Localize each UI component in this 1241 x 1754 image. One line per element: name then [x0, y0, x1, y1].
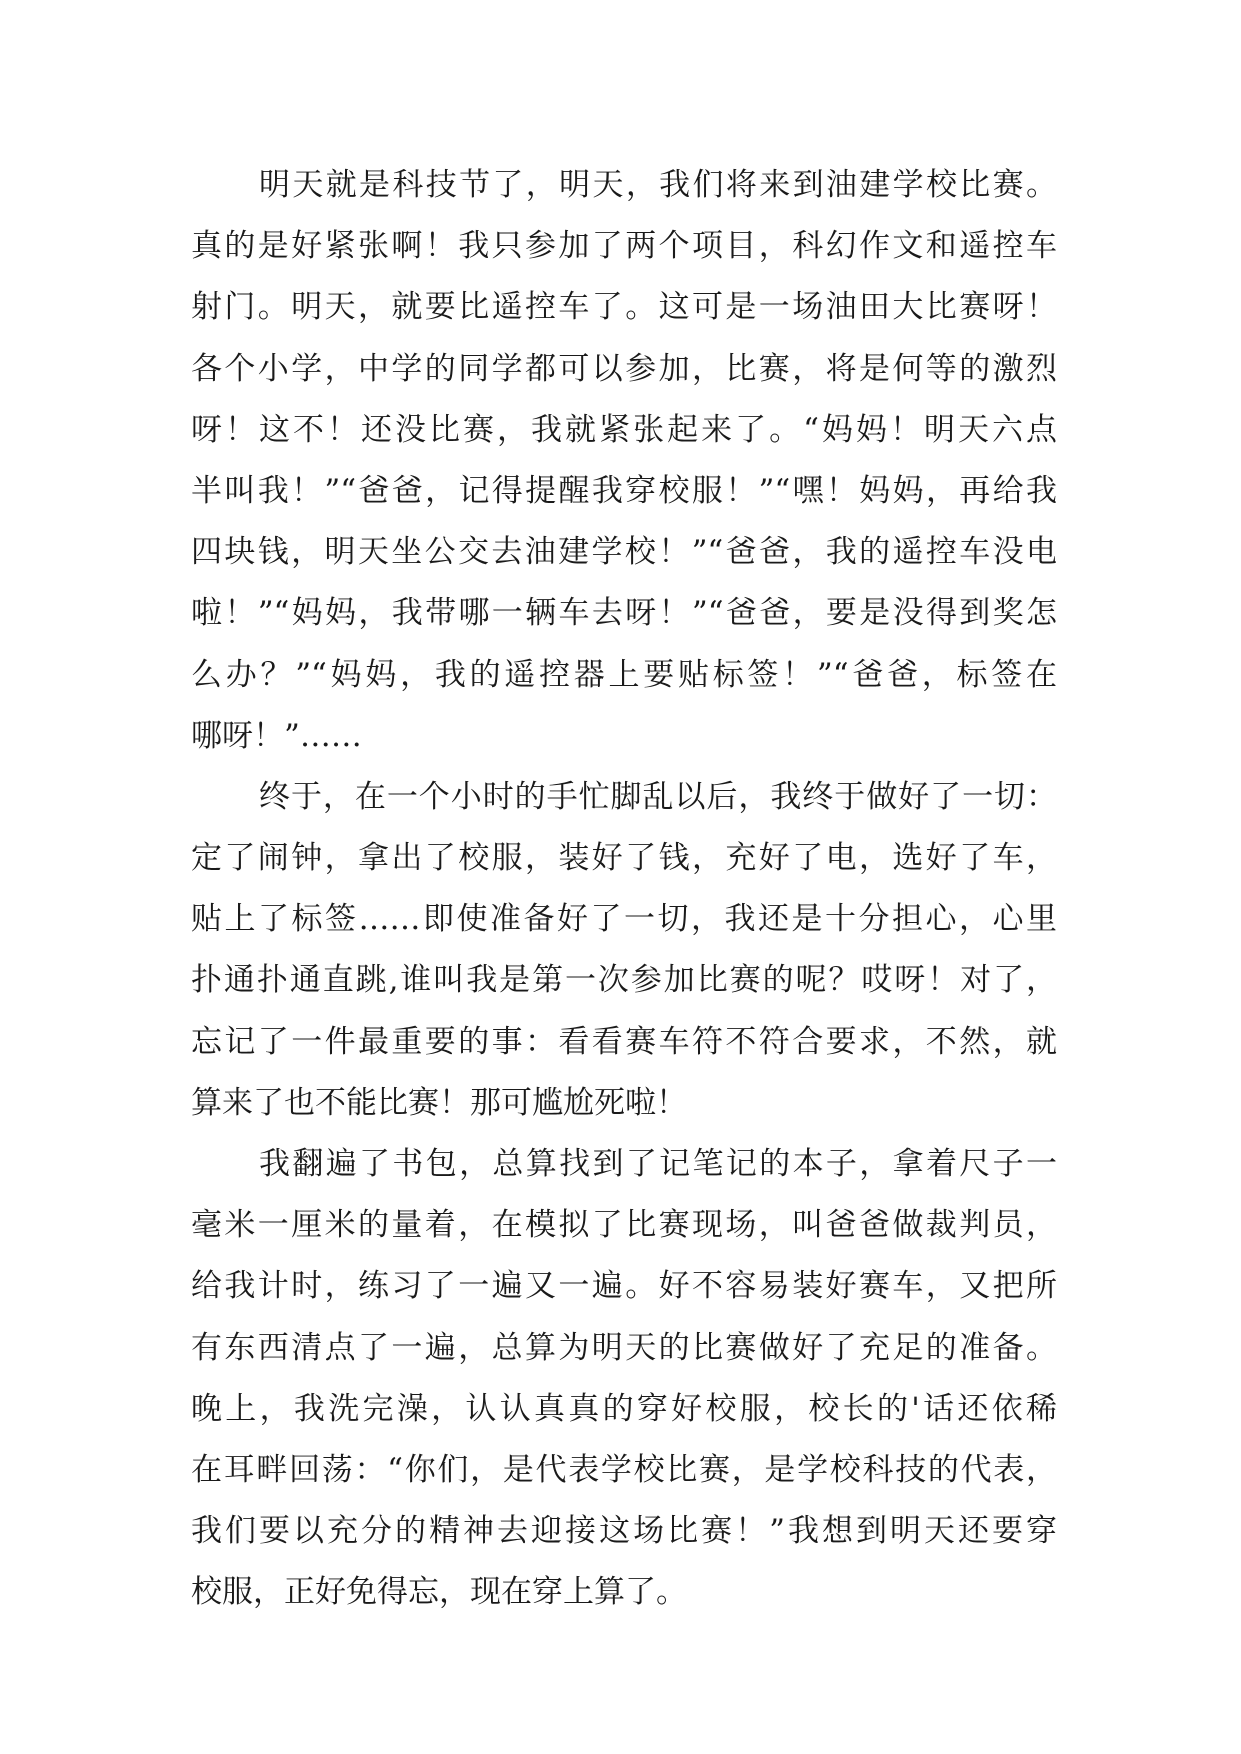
- text-line: 啦！”“妈妈，我带哪一辆车去呀！”“爸爸，要是没得到奖怎: [191, 595, 1057, 632]
- document-body: [191, 155, 1057, 1624]
- paragraph-1: [191, 155, 1057, 767]
- text-line: 我翻遍了书包，总算找到了记笔记的本子，拿着尺子一: [259, 1146, 1057, 1182]
- text-line: 真的是好紧张啊！我只参加了两个项目，科幻作文和遥控车: [191, 228, 1057, 265]
- text-line: 我们要以充分的精神去迎接这场比赛！”我想到明天还要穿: [191, 1513, 1057, 1550]
- text-line: 各个小学，中学的同学都可以参加，比赛，将是何等的激烈: [191, 350, 1057, 387]
- text-line: 校服，正好免得忘，现在穿上算了。: [191, 1574, 687, 1611]
- text-line: 四块钱，明天坐公交去油建学校！”“爸爸，我的遥控车没电: [191, 534, 1057, 571]
- text-line: 明天就是科技节了，明天，我们将来到油建学校比赛。: [259, 167, 1057, 203]
- text-line: 算来了也不能比赛！那可尴尬死啦！: [191, 1084, 687, 1121]
- text-line: 半叫我！”“爸爸，记得提醒我穿校服！”“嘿！妈妈，再给我: [191, 472, 1057, 509]
- text-line: 哪呀！”……: [191, 717, 362, 754]
- text-line: 扑通扑通直跳,谁叫我是第一次参加比赛的呢？哎呀！对了，: [191, 962, 1057, 999]
- text-line: 么办？”“妈妈，我的遥控器上要贴标签！”“爸爸，标签在: [191, 656, 1057, 693]
- text-line: 给我计时，练习了一遍又一遍。好不容易装好赛车，又把所: [191, 1268, 1057, 1305]
- text-line: 在耳畔回荡：“你们，是代表学校比赛，是学校科技的代表，: [191, 1451, 1057, 1488]
- text-line: 射门。明天，就要比遥控车了。这可是一场油田大比赛呀！: [191, 289, 1057, 326]
- text-line: 忘记了一件最重要的事：看看赛车符不符合要求，不然，就: [191, 1023, 1057, 1060]
- text-line: 有东西清点了一遍，总算为明天的比赛做好了充足的准备。: [191, 1329, 1057, 1366]
- text-line: 晚上，我洗完澡，认认真真的穿好校服，校长的'话还依稀: [191, 1390, 1057, 1427]
- text-line: 呀！这不！还没比赛，我就紧张起来了。“妈妈！明天六点: [191, 411, 1057, 448]
- paragraph-3: [191, 1134, 1057, 1624]
- text-line: 毫米一厘米的量着，在模拟了比赛现场，叫爸爸做裁判员，: [191, 1207, 1057, 1244]
- text-line: 终于，在一个小时的手忙脚乱以后，我终于做好了一切：: [259, 778, 1057, 815]
- text-line: 贴上了标签……即使准备好了一切，我还是十分担心，心里: [191, 901, 1057, 938]
- paragraph-2: [191, 767, 1057, 1134]
- text-line: 定了闹钟，拿出了校服，装好了钱，充好了电，选好了车，: [191, 840, 1057, 877]
